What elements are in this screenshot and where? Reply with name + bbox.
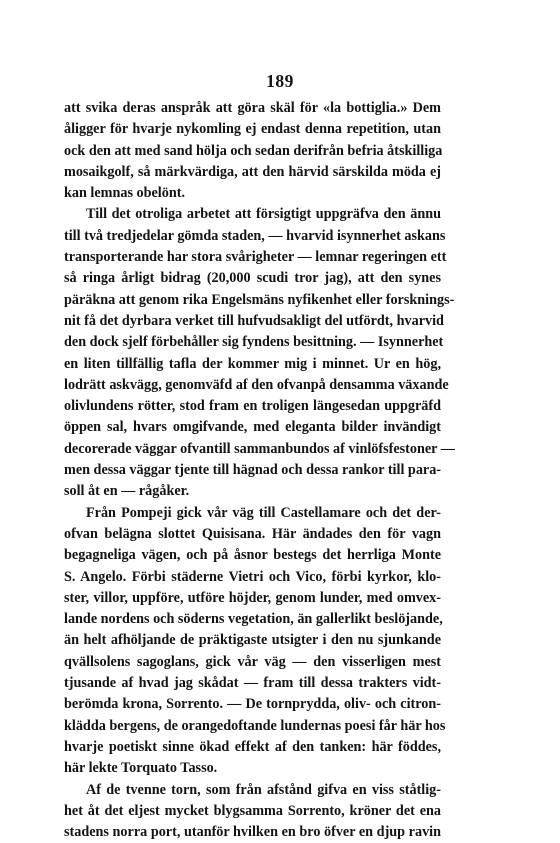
text-line: päräkna att genom rika Engelsmäns nyfikenhet eller forsknings-: [64, 291, 455, 308]
text-line: här lekte Torquato Tasso.: [64, 760, 218, 777]
text-line: åligger för hvarje nykomling ej endast denna repetition, utan: [64, 121, 441, 138]
text-line: den dock sjelf förbehåller sig fyndens besittning. — Isynnerhet: [64, 334, 444, 351]
text-line: mosaikgolf, så märkvärdiga, att den härvid särskilda möda ej: [64, 163, 441, 180]
text-line: men dessa väggar tjente till hägnad och dessa rankor till para-: [64, 462, 442, 479]
text-line: begagneliga vägen, och på åsnor bestegs det herrliga Monte: [64, 547, 441, 564]
text-line: lodrätt askvägg, genomväfd af den ofvanpå densamma växande: [64, 376, 449, 393]
text-line: så ringa årligt bidrag (20,000 scudi tror jag), att den synes: [64, 270, 441, 287]
text-line: ofvan belägna slottet Quisisana. Här ändades den för vagn: [64, 525, 441, 542]
text-line: hvarje poetiskt sinne ökad effekt af den tanken: här föddes,: [64, 738, 441, 755]
page-number: 189: [266, 71, 294, 91]
text-line: en liten tillfällig tafla der kommer mig i minnet. Ur en hög,: [64, 355, 441, 372]
text-line: Från Pompeji gick vår väg till Castellamare och det der-: [86, 504, 441, 521]
body-text: [64, 98, 455, 843]
text-line: olivlundens rötter, stod fram en troligen längesedan uppgräfd: [64, 398, 441, 415]
text-line: berömda krona, Sorrento. — De tornprydda, oliv- och citron-: [64, 696, 441, 713]
text-line: het åt det eljest mycket blygsamma Sorrento, kröner det ena: [64, 802, 441, 819]
text-line: nit få det dyrbara verket till hufvudsakligt del utfördt, hvarvid: [64, 312, 444, 329]
text-line: kan lemnas obelönt.: [64, 185, 186, 202]
text-line: att svika deras anspråk att göra skäl för «la bottiglia.» Dem: [64, 100, 441, 116]
text-line: öppen sal, hvars omgifvande, med eleganta bilder invändigt: [64, 419, 441, 436]
text-line: qvällsolens sagoglans, gick vår väg — den visserligen mest: [64, 653, 441, 670]
text-line: transporterande har stora svårigheter — lemnar regeringen ett: [64, 249, 447, 266]
text-line: decorerade väggar ofvantill sammanbundos af vinlöfsfestoner —: [64, 440, 455, 457]
text-line: klädda bergens, de orangedoftande lundernas poesi får här hos: [64, 717, 446, 734]
text-line: soll åt en — rågåker.: [64, 483, 190, 500]
text-line: lande nordens och söderns vegetation, än gallerlikt beslöjande,: [64, 611, 443, 628]
text-line: tjusande af hvad jag skådat — fram till dessa trakters vidt-: [64, 675, 441, 692]
text-line: stadens norra port, utanför hvilken en bro öfver en djup ravin: [64, 824, 441, 841]
text-line: S. Angelo. Förbi städerne Vietri och Vico, förbi kyrkor, klo-: [64, 568, 441, 585]
text-line: Af de tvenne torn, som från afstånd gifva en viss ståtlig-: [86, 781, 441, 798]
text-line: ster, villor, uppföre, utföre höjder, genom lunder, med omvex-: [64, 589, 441, 606]
text-line: ock den att med sand hölja och sedan derifrån befria åtskilliga: [64, 142, 443, 159]
text-line: än helt afhöljande de präktigaste utsigter i den nu sjunkande: [64, 632, 441, 649]
text-line: till två tredjedelar gömda staden, — hvarvid isynnerhet askans: [64, 227, 446, 244]
text-line: Till det otroliga arbetet att försigtigt uppgräfva den ännu: [86, 206, 441, 223]
